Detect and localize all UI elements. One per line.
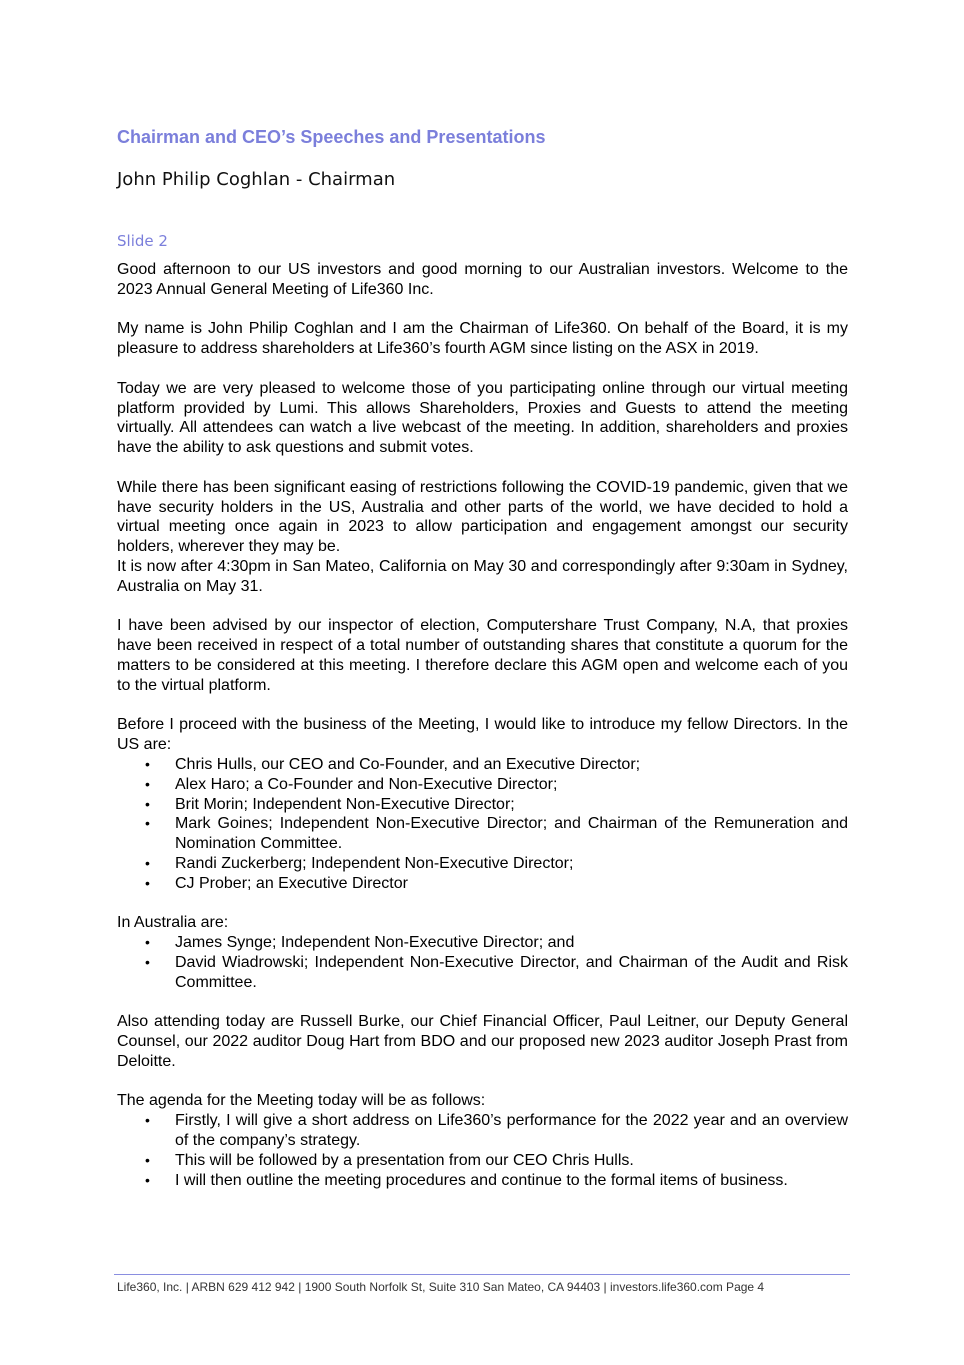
list-item: • I will then outline the meeting procedures and continue to the formal items of business. — [145, 1171, 788, 1189]
bullet-icon: • — [145, 953, 150, 970]
slide-label: Slide 2 — [117, 232, 168, 250]
section-title: Chairman and CEO’s Speeches and Presentations — [117, 127, 546, 147]
bullet-icon: • — [145, 934, 150, 951]
page-footer: Life360, Inc. | ARBN 629 412 942 | 1900 South Norfolk St, Suite 310 San Mateo, CA 94403 | investors.life360.com Page 4 — [117, 1280, 765, 1294]
bullet-icon: • — [145, 1151, 150, 1168]
footer-divider — [114, 1274, 850, 1275]
paragraph-virtual-meeting: While there has been significant easing of restrictions following the COVID-19 pandemic, given that we have security holders in the US, Australia and other parts of the world, we have decided to hold a virtual meeting once again in 2023 to allow participation and engagement amongst our security holders, wherever they may be. — [117, 478, 848, 556]
list-item: • David Wiadrowski; Independent Non-Executive Director, and Chairman of the Audit and Risk Committee. — [145, 953, 848, 991]
paragraph-quorum: I have been advised by our inspector of election, Computershare Trust Company, N.A, that proxies have been received in respect of a total number of outstanding shares that constitute a quorum for the matters to be considered at this meeting. I therefore declare this AGM open and welcome each of you to the virtual platform. — [117, 617, 848, 694]
paragraph-introduction: My name is John Philip Coghlan and I am the Chairman of Life360. On behalf of the Board, it is my pleasure to address shareholders at Life360’s fourth AGM since listing on the ASX in 2019. — [117, 320, 848, 358]
list-item: • Brit Morin; Independent Non-Executive Director; — [145, 795, 515, 813]
bullet-icon: • — [145, 775, 150, 792]
list-item: • James Synge; Independent Non-Executive Director; and — [145, 934, 575, 952]
agenda-list — [117, 1111, 848, 1190]
bullet-icon: • — [145, 1112, 150, 1129]
paragraph-attendees: Also attending today are Russell Burke, our Chief Financial Officer, Paul Leitner, our Deputy General Counsel, our 2022 auditor Doug Hart from BDO and our proposed new 2023 auditor Joseph Prast from Deloitte. — [117, 1013, 848, 1070]
bullet-icon: • — [145, 755, 150, 772]
list-item: • Randi Zuckerberg; Independent Non-Executive Director; — [145, 854, 574, 872]
au-directors-list — [117, 933, 848, 992]
paragraph-time: It is now after 4:30pm in San Mateo, California on May 30 and correspondingly after 9:30am in Sydney, Australia on May 31. — [117, 557, 848, 595]
paragraph-us-directors-intro: Before I proceed with the business of the Meeting, I would like to introduce my fellow Directors. In the US are: — [117, 716, 848, 754]
bullet-icon: • — [145, 854, 150, 871]
bullet-icon: • — [145, 795, 150, 812]
paragraph-virtual-platform: Today we are very pleased to welcome those of you participating online through our virtual meeting platform provided by Lumi. This allows Shareholders, Proxies and Guests to attend the meeting virtually. All attendees can watch a live webcast of the meeting. In addition, shareholders and proxies have the ability to ask questions and submit votes. — [117, 379, 848, 457]
paragraph-welcome: Good afternoon to our US investors and good morning to our Australian investors. Welcome to the 2023 Annual General Meeting of Life360 Inc. — [117, 261, 848, 298]
list-item: • Firstly, I will give a short address on Life360’s performance for the 2022 year and an overview of the company’s strategy. — [145, 1112, 848, 1150]
bullet-icon: • — [145, 815, 150, 832]
speaker-name: John Philip Coghlan - Chairman — [117, 169, 396, 190]
bullet-icon: • — [145, 1171, 150, 1188]
bullet-icon: • — [145, 874, 150, 891]
paragraph-au-directors-intro: In Australia are: — [117, 914, 229, 932]
list-item: • Alex Haro; a Co-Founder and Non-Executive Director; — [145, 775, 558, 793]
list-item: • CJ Prober; an Executive Director — [145, 874, 408, 892]
speech-body — [117, 260, 848, 1210]
us-directors-list — [117, 755, 848, 894]
list-item: • This will be followed by a presentation from our CEO Chris Hulls. — [145, 1151, 634, 1169]
paragraph-agenda-intro: The agenda for the Meeting today will be as follows: — [117, 1092, 486, 1110]
list-item: • Chris Hulls, our CEO and Co-Founder, and an Executive Director; — [145, 755, 641, 773]
list-item: • Mark Goines; Independent Non-Executive Director; and Chairman of the Remuneration and Nomination Committee. — [145, 815, 848, 853]
